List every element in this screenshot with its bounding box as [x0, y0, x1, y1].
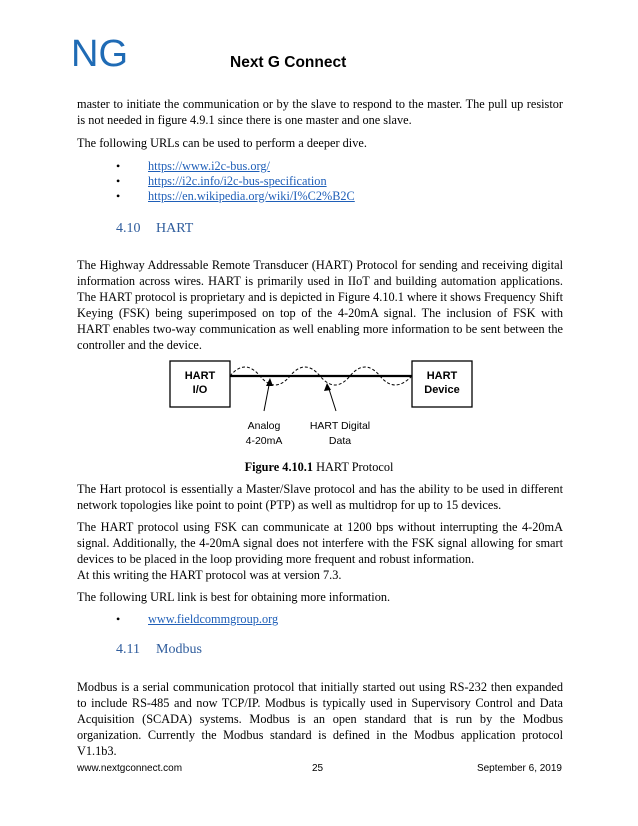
box-label-hart-io: HART I/O [184, 370, 216, 396]
url-link[interactable]: www.fieldcommgroup.org [148, 612, 279, 626]
paragraph: The HART protocol using FSK can communicate at 1200 bps without interrupting the 4-20mA signal. Additionally, the 4-20mA signal does not interfere with the FSK signal allowing for smart devices to be placed in the loop providing more frequent and robust information. [77, 520, 563, 566]
logo-text: NG [71, 33, 128, 72]
paragraph: The following URLs can be used to perform a deeper dive. [77, 136, 367, 150]
paragraph: The Highway Addressable Remote Transducer (HART) Protocol for sending and receiving digital information across wires. HART is primarily used in IIoT and building automation applications. The HART protocol is proprietary and is depicted in Figure 4.10.1 where it shows Frequency Shift Keying (FSK) being superimposed on top of the 4-20mA signal. The inclusion of FSK with HART enables two-way communication as well enabling more information to be sent between the controller and the device. [77, 258, 563, 352]
box-label-hart-device: HART Device [424, 370, 460, 396]
caption-number: Figure 4.10.1 [244, 460, 314, 474]
label-digital: HART Digital Data [309, 420, 371, 447]
figure-caption [0, 460, 638, 475]
label-analog: Analog 4-20mA [245, 420, 283, 447]
section-number: 4.11 [116, 642, 140, 657]
logo [71, 30, 131, 72]
bullet-icon: • [116, 174, 121, 188]
paragraph: The Hart protocol is essentially a Master/Slave protocol and has the ability to be used in different network topologies like point to point (PTP) as well as multidrop for up to 15 devices. [77, 482, 563, 512]
bullet-icon: • [116, 612, 121, 626]
url-link[interactable]: https://i2c.info/i2c-bus-specification [148, 174, 327, 188]
caption-text: HART Protocol [313, 460, 394, 474]
paragraph: The following URL link is best for obtaining more information. [77, 590, 391, 604]
url-link[interactable]: https://en.wikipedia.org/wiki/I%C2%B2C [148, 189, 355, 203]
footer-website: www.nextgconnect.com [77, 763, 183, 774]
bullet-icon: • [116, 159, 121, 173]
header-title: Next G Connect [230, 54, 347, 71]
logo-icon [71, 30, 131, 72]
section-title: HART [156, 221, 194, 236]
footer-date: September 6, 2019 [476, 763, 562, 774]
url-link[interactable]: https://www.i2c-bus.org/ [148, 159, 270, 173]
hart-diagram [160, 356, 480, 451]
paragraph: master to initiate the communication or by the slave to respond to the master. The pull up resistor is not needed in figure 4.9.1 since there is one master and one slave. [77, 97, 563, 127]
paragraph: Modbus is a serial communication protocol that initially started out using RS-232 then expanded to include RS-485 and now TCP/IP. Modbus is typically used in Supervisory Control and Data Acquisition (SCADA) systems. Modbus is an open standard that is run by the Modbus organization. Currently the Modbus standard is defined in the Modbus application protocol V1.1b3. [77, 680, 563, 758]
bullet-icon: • [116, 189, 121, 203]
section-title: Modbus [156, 642, 202, 657]
footer-page-number: 25 [312, 763, 324, 774]
section-number: 4.10 [116, 221, 141, 236]
paragraph: At this writing the HART protocol was at version 7.3. [77, 568, 342, 582]
